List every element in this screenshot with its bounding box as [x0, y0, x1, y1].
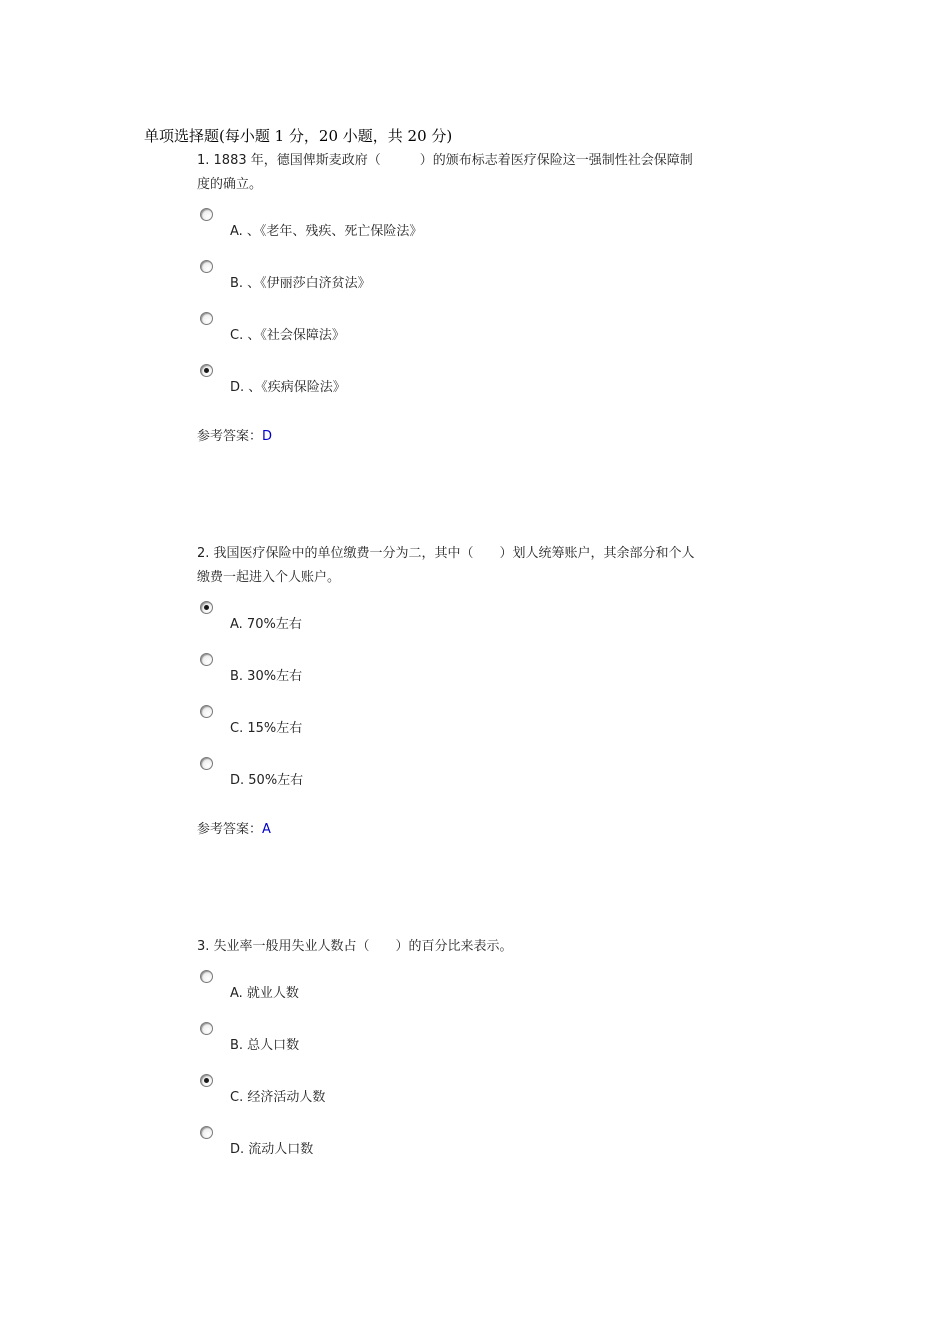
answer-label: 参考答案：	[197, 429, 263, 444]
radio-button-selected[interactable]	[200, 601, 213, 614]
question-3	[197, 935, 757, 1174]
option-label: D. 、《疾病保险法》	[230, 380, 346, 395]
option-label: C. 经济活动人数	[230, 1090, 326, 1105]
option-d[interactable]	[197, 360, 757, 412]
option-list	[197, 597, 757, 805]
option-label: A. 70%左右	[230, 617, 302, 632]
question-2	[197, 542, 757, 839]
option-label: B. 30%左右	[230, 669, 303, 684]
question-text-line: 缴费一起进入个人账户。	[197, 570, 341, 585]
question-text-line: 1. 1883 年，德国俾斯麦政府（ ）的颁布标志着医疗保险这一强制性社会保障制	[197, 153, 693, 168]
option-a[interactable]	[197, 204, 757, 256]
answer-label: 参考答案：	[197, 822, 263, 837]
option-label: B. 总人口数	[230, 1038, 300, 1053]
radio-button[interactable]	[200, 653, 213, 666]
radio-button[interactable]	[200, 312, 213, 325]
option-label: C. 15%左右	[230, 721, 303, 736]
question-text-line: 2. 我国医疗保险中的单位缴费一分为二，其中（ ）划人统筹账户，其余部分和个人	[197, 546, 695, 561]
option-d[interactable]	[197, 753, 757, 805]
question-text	[197, 542, 757, 590]
reference-answer	[197, 821, 757, 839]
option-list	[197, 204, 757, 412]
radio-button-selected[interactable]	[200, 1074, 213, 1087]
radio-button[interactable]	[200, 208, 213, 221]
question-text-line: 3. 失业率一般用失业人数占（ ）的百分比来表示。	[197, 939, 513, 954]
question-text	[197, 935, 757, 959]
radio-button[interactable]	[200, 970, 213, 983]
option-label: D. 流动人口数	[230, 1142, 314, 1157]
option-c[interactable]	[197, 1070, 757, 1122]
option-label: D. 50%左右	[230, 773, 304, 788]
option-b[interactable]	[197, 1018, 757, 1070]
question-1	[197, 149, 757, 446]
option-list	[197, 966, 757, 1174]
answer-value: D	[262, 429, 273, 444]
radio-button-selected[interactable]	[200, 364, 213, 377]
option-label: C. 、《社会保障法》	[230, 328, 345, 343]
radio-button[interactable]	[200, 705, 213, 718]
option-a[interactable]	[197, 597, 757, 649]
radio-button[interactable]	[200, 1022, 213, 1035]
option-c[interactable]	[197, 308, 757, 360]
option-b[interactable]	[197, 256, 757, 308]
option-c[interactable]	[197, 701, 757, 753]
radio-button[interactable]	[200, 1126, 213, 1139]
section-title: 单项选择题(每小题 1 分，20 小题，共 20 分)	[144, 127, 453, 145]
answer-value: A	[262, 822, 271, 837]
radio-button[interactable]	[200, 260, 213, 273]
option-label: A. 就业人数	[230, 986, 299, 1001]
option-label: A. 、《老年、残疾、死亡保险法》	[230, 224, 423, 239]
question-text-line: 度的确立。	[197, 177, 263, 192]
reference-answer	[197, 428, 757, 446]
question-text	[197, 149, 757, 197]
option-b[interactable]	[197, 649, 757, 701]
option-d[interactable]	[197, 1122, 757, 1174]
option-label: B. 、《伊丽莎白济贫法》	[230, 276, 371, 291]
option-a[interactable]	[197, 966, 757, 1018]
radio-button[interactable]	[200, 757, 213, 770]
